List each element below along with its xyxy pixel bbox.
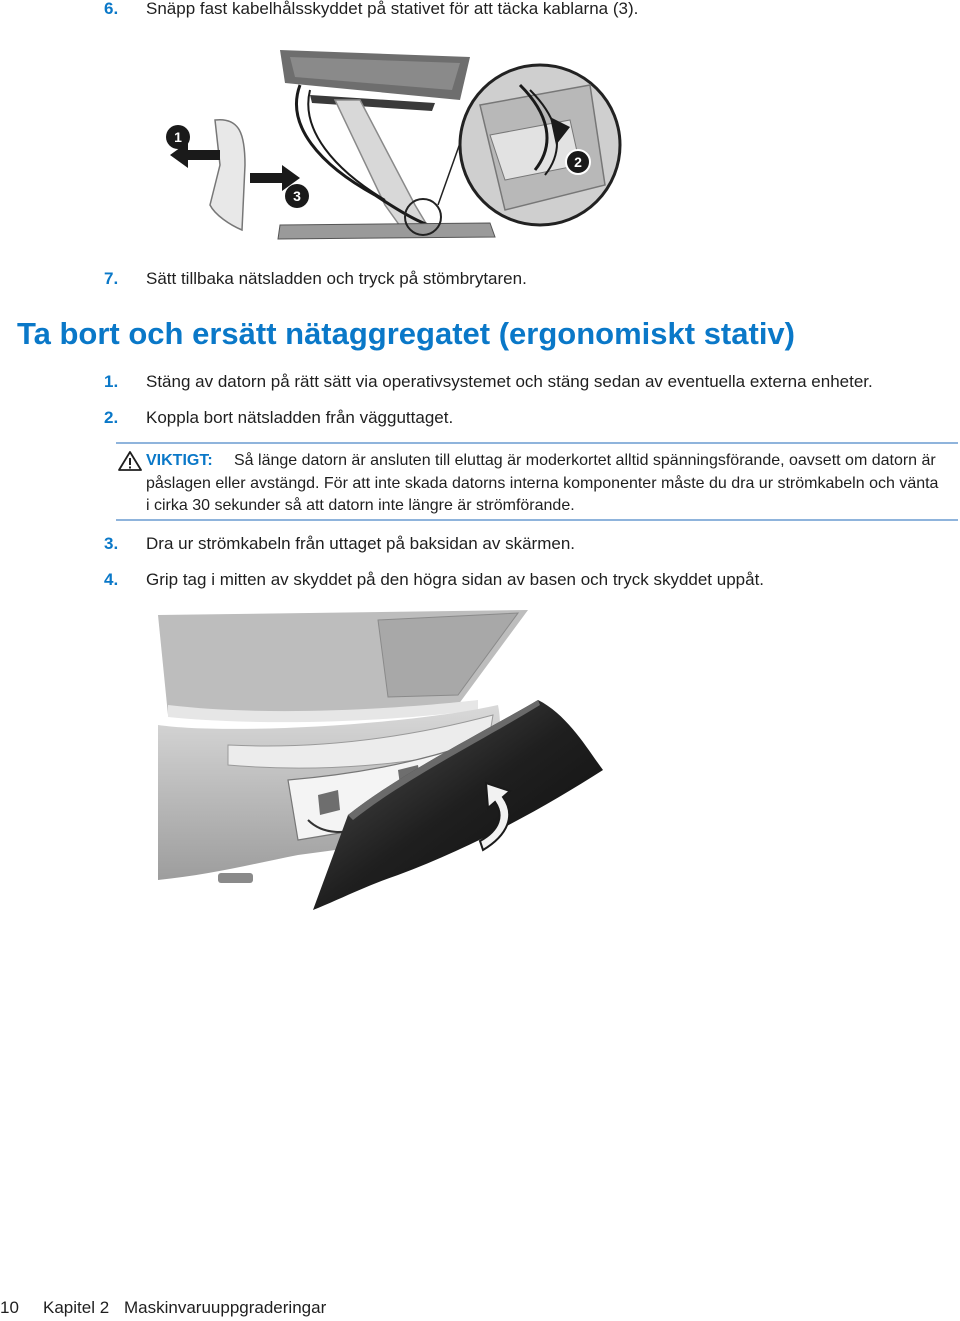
base-cover-photo — [148, 605, 618, 915]
step-text: Grip tag i mitten av skyddet på den högra sidan av basen och tryck skyddet uppåt. — [146, 570, 765, 589]
note-label: VIKTIGT: — [146, 452, 213, 469]
step-number: 2. — [104, 408, 119, 427]
step-text: Stäng av datorn på rätt sätt via operativsystemet och stäng sedan av eventuella externa enheter. — [146, 372, 873, 391]
important-note — [116, 442, 958, 521]
callout-2: 2 — [574, 154, 582, 170]
chapter-title: Maskinvaruuppgraderingar — [124, 1298, 327, 1317]
step-7 — [0, 267, 960, 291]
chapter-label: Kapitel 2 — [43, 1298, 110, 1317]
step-3 — [0, 532, 960, 556]
step-2 — [0, 406, 960, 430]
step-1 — [0, 370, 960, 394]
step-text: Snäpp fast kabelhålsskyddet på stativet för att täcka kablarna (3). — [146, 0, 639, 18]
step-number: 1. — [104, 372, 119, 391]
step-text: Sätt tillbaka nätsladden och tryck på stömbrytaren. — [146, 269, 527, 288]
step-number: 3. — [104, 534, 119, 553]
step-number: 6. — [104, 0, 119, 18]
step-number: 4. — [104, 570, 119, 589]
warning-icon — [117, 450, 143, 472]
step-6 — [0, 0, 960, 21]
section-heading: Ta bort och ersätt nätaggregatet (ergonomiskt stativ) — [17, 316, 795, 351]
step-text: Koppla bort nätsladden från vägguttaget. — [146, 408, 454, 427]
step-number: 7. — [104, 269, 119, 288]
page-number: 10 — [0, 1298, 19, 1317]
step-4 — [0, 568, 960, 592]
callout-1: 1 — [174, 129, 182, 145]
step-text: Dra ur strömkabeln från uttaget på baksidan av skärmen. — [146, 534, 575, 553]
cable-cover-illustration — [160, 45, 640, 245]
note-text: Så länge datorn är ansluten till eluttag är moderkortet alltid spänningsförande, oavsett om datorn är påslagen eller avstängd. För att inte skada datorns interna komponenter måste du dra ur strömkabeln och vänta i cirka 30 sekunder så att datorn inte längre är strömförande. — [146, 452, 939, 514]
callout-3: 3 — [293, 188, 301, 204]
